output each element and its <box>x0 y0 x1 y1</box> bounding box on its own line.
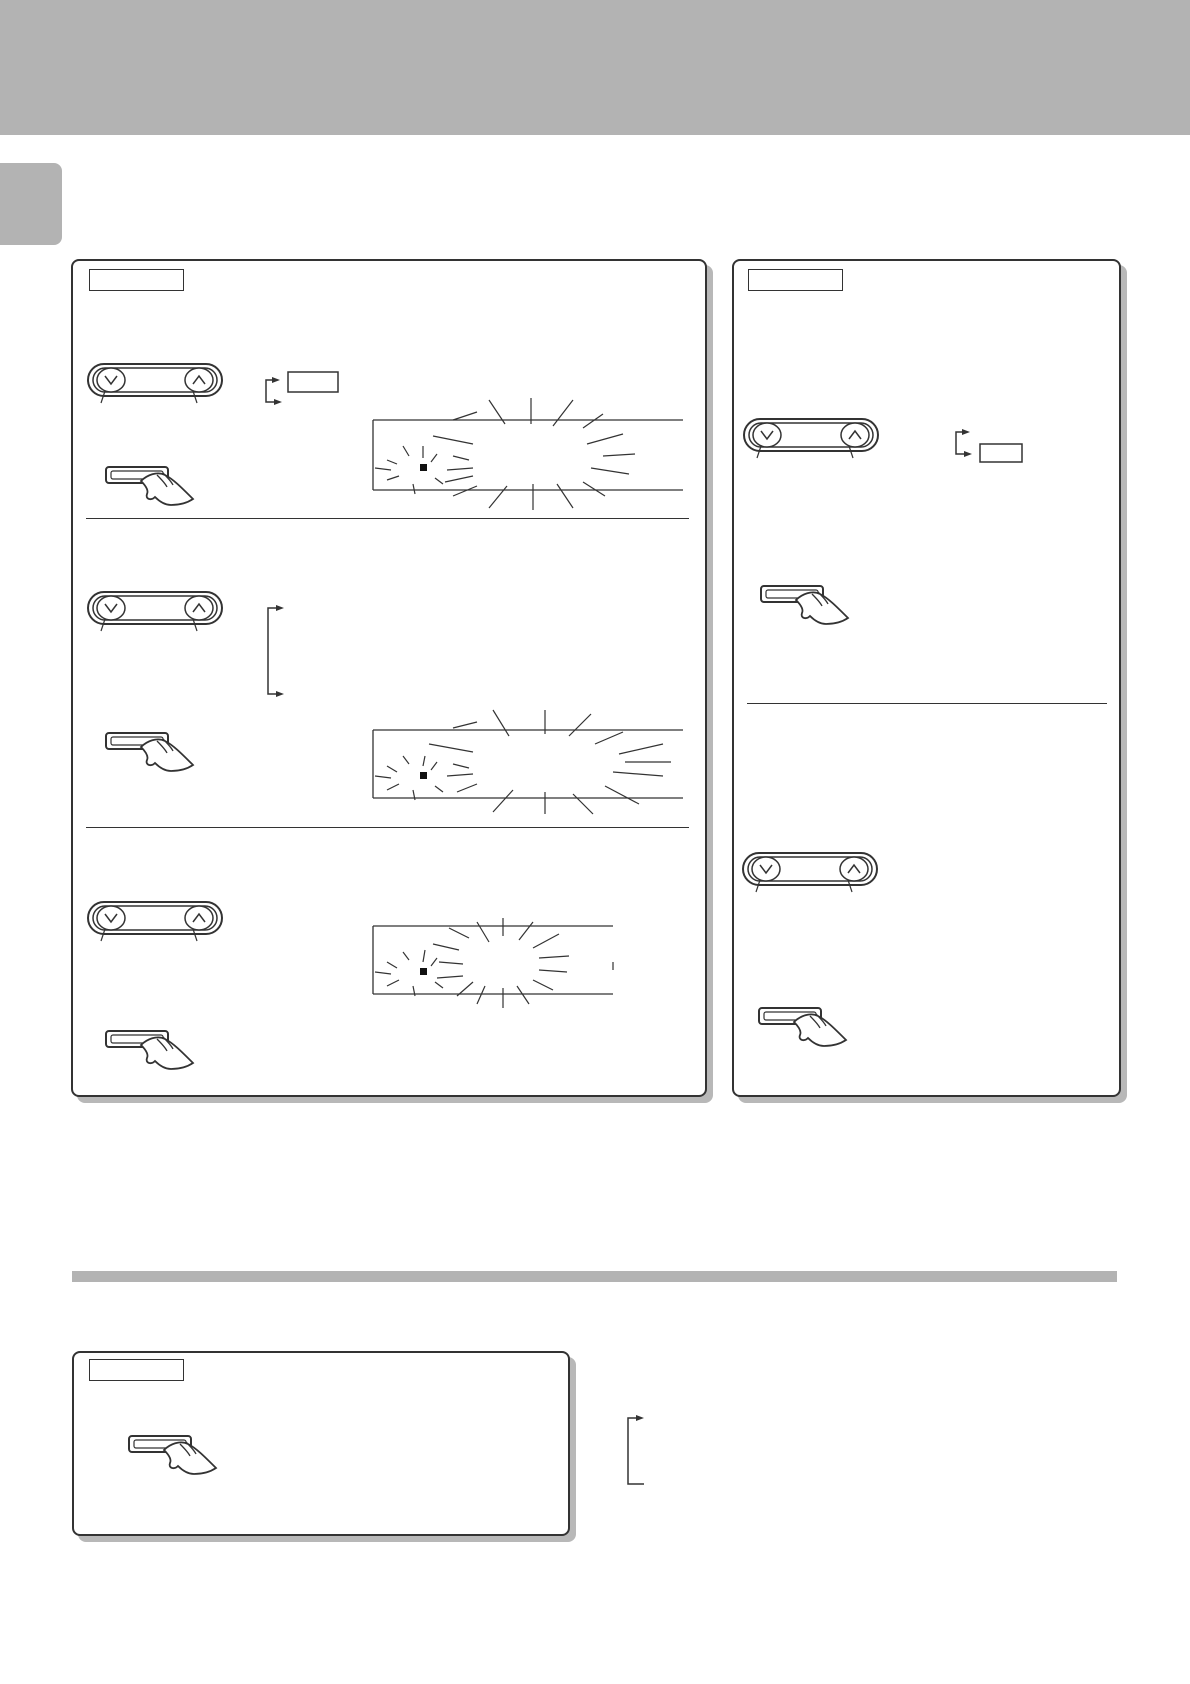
flashing-display-icon <box>373 710 683 820</box>
step-divider <box>747 703 1107 704</box>
finger-press-button-icon[interactable] <box>128 1430 223 1480</box>
bracket-arrow-icon <box>260 370 350 410</box>
rocker-control[interactable] <box>87 901 227 949</box>
finger-press-button-icon[interactable] <box>758 1002 853 1052</box>
panel-label-box <box>748 269 843 291</box>
finger-press-button-icon[interactable] <box>105 1025 200 1075</box>
header-band <box>0 0 1190 135</box>
rocker-control[interactable] <box>742 852 882 900</box>
rocker-control[interactable] <box>87 591 227 639</box>
panel-label-box <box>89 1359 184 1381</box>
bracket-arrow-icon <box>622 1410 662 1490</box>
step-divider <box>86 518 689 519</box>
finger-press-button-icon[interactable] <box>760 580 855 630</box>
rocker-control[interactable] <box>743 418 883 466</box>
right-procedure-panel <box>732 259 1121 1097</box>
flashing-display-icon <box>373 398 683 510</box>
finger-press-button-icon[interactable] <box>105 461 200 511</box>
finger-press-button-icon[interactable] <box>105 727 200 777</box>
panel-label-box <box>89 269 184 291</box>
bracket-arrow-icon <box>262 600 302 700</box>
step-divider <box>86 827 689 828</box>
section-divider-bar <box>72 1271 1117 1282</box>
rocker-control[interactable] <box>87 363 227 411</box>
flashing-display-icon <box>373 918 623 1018</box>
side-tab <box>0 163 62 245</box>
bracket-arrow-icon <box>950 424 1030 464</box>
